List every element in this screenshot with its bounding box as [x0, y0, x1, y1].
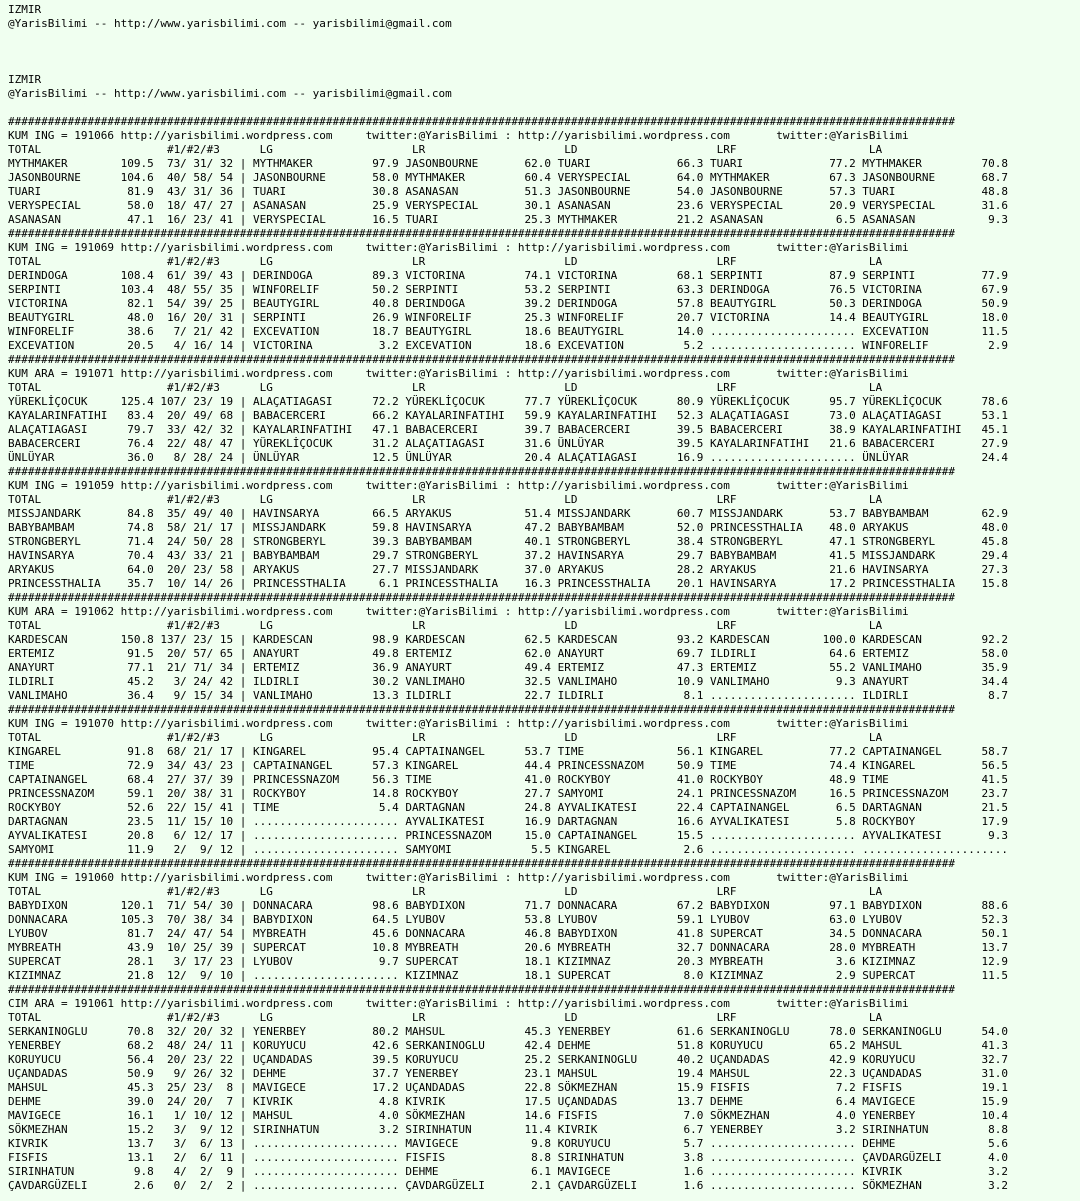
table-row: KORUYUCU 56.4 20/ 23/ 22 | UÇANDADAS 39.5 KORUYUCU 25.2 SERKANINOGLU 40.2 UÇANDADAS 42.9 KORUYUCU 32.7: [8, 1053, 1009, 1066]
table-row: VANLIMAHO 36.4 9/ 15/ 34 | VANLIMAHO 13.3 ILDIRLI 22.7 ILDIRLI 8.1 ...................... ILDIRLI 8.7: [8, 689, 1009, 702]
section-separator: ###############################################################################################################################################: [8, 703, 956, 716]
table-row: PRINCESSTHALIA 35.7 10/ 14/ 26 | PRINCESSTHALIA 6.1 PRINCESSTHALIA 16.3 PRINCESSTHALIA 20.1 HAVINSARYA 17.2 PRINCESSTHALIA 15.8: [8, 577, 1009, 590]
table-row: KIVRIK 13.7 3/ 6/ 13 | ...................... MAVIGECE 9.8 KORUYUCU 5.7 ...................... DEHME 5.6: [8, 1137, 1009, 1150]
table-row: DARTAGNAN 23.5 11/ 15/ 10 | ...................... AYVALIKATESI 16.9 DARTAGNAN 16.6 AYVALIKATESI 5.8 ROCKYBOY 17.9: [8, 815, 1009, 828]
table-row: HAVINSARYA 70.4 43/ 33/ 21 | BABYBAMBAM 29.7 STRONGBERYL 37.2 HAVINSARYA 29.7 BABYBAMBAM 41.5 MISSJANDARK 29.4: [8, 549, 1009, 562]
race-title: KUM ING = 191066 http://yarisbilimi.wordpress.com twitter:@YarisBilimi : http://yarisbilimi.wordpress.com twitter:@YarisBilimi: [8, 129, 909, 142]
table-row: DONNACARA 105.3 70/ 38/ 34 | BABYDIXON 64.5 LYUBOV 53.8 LYUBOV 59.1 LYUBOV 63.0 LYUBOV 52.3: [8, 913, 1009, 926]
column-header-row: TOTAL #1/#2/#3 LG LR LD LRF LA: [8, 143, 883, 156]
table-row: SAMYOMI 11.9 2/ 9/ 12 | ...................... SAMYOMI 5.5 KINGAREL 2.6 ...................... ......................: [8, 843, 1009, 856]
table-row: MAVIGECE 16.1 1/ 10/ 12 | MAHSUL 4.0 SÖKMEZHAN 14.6 FISFIS 7.0 SÖKMEZHAN 4.0 YENERBEY 10.4: [8, 1109, 1009, 1122]
table-row: ÇAVDARGÜZELI 2.6 0/ 2/ 2 | ...................... ÇAVDARGÜZELI 2.1 ÇAVDARGÜZELI 1.6 ...................... SÖKMEZHAN 3.2: [8, 1179, 1009, 1192]
race-title: KUM ING = 191059 http://yarisbilimi.wordpress.com twitter:@YarisBilimi : http://yarisbilimi.wordpress.com twitter:@YarisBilimi: [8, 479, 909, 492]
table-row: MAHSUL 45.3 25/ 23/ 8 | MAVIGECE 17.2 UÇANDADAS 22.8 SÖKMEZHAN 15.9 FISFIS 7.2 FISFIS 19.1: [8, 1081, 1009, 1094]
table-row: ROCKYBOY 52.6 22/ 15/ 41 | TIME 5.4 DARTAGNAN 24.8 AYVALIKATESI 22.4 CAPTAINANGEL 6.5 DARTAGNAN 21.5: [8, 801, 1009, 814]
race-sections: [8, 115, 1008, 1192]
table-row: FISFIS 13.1 2/ 6/ 11 | ...................... FISFIS 8.8 SIRINHATUN 3.8 ...................... ÇAVDARGÜZELI 4.0: [8, 1151, 1009, 1164]
table-row: ÜNLÜYAR 36.0 8/ 28/ 24 | ÜNLÜYAR 12.5 ÜNLÜYAR 20.4 ALAÇATIAGASI 16.9 ...................... ÜNLÜYAR 24.4: [8, 451, 1009, 464]
table-row: SÖKMEZHAN 15.2 3/ 9/ 12 | SIRINHATUN 3.2 SIRINHATUN 11.4 KIVRIK 6.7 YENERBEY 3.2 SIRINHATUN 8.8: [8, 1123, 1009, 1136]
table-row: VICTORINA 82.1 54/ 39/ 25 | BEAUTYGIRL 40.8 DERINDOGA 39.2 DERINDOGA 57.8 BEAUTYGIRL 50.3 DERINDOGA 50.9: [8, 297, 1009, 310]
contact-line-repeat: @YarisBilimi -- http://www.yarisbilimi.com -- yarisbilimi@gmail.com: [8, 87, 452, 100]
column-header-row: TOTAL #1/#2/#3 LG LR LD LRF LA: [8, 493, 883, 506]
table-row: YENERBEY 68.2 48/ 24/ 11 | KORUYUCU 42.6 SERKANINOGLU 42.4 DEHME 51.8 KORUYUCU 65.2 MAHSUL 41.3: [8, 1039, 1009, 1052]
table-row: BABACERCERI 76.4 22/ 48/ 47 | YÜREKLİÇOCUK 31.2 ALAÇATIAGASI 31.6 ÜNLÜYAR 39.5 KAYALARINFATIHI 21.6 BABACERCERI 27.9: [8, 437, 1009, 450]
table-row: SERPINTI 103.4 48/ 55/ 35 | WINFORELIF 50.2 SERPINTI 53.2 SERPINTI 63.3 DERINDOGA 76.5 VICTORINA 67.9: [8, 283, 1009, 296]
race-title: KUM ARA = 191062 http://yarisbilimi.wordpress.com twitter:@YarisBilimi : http://yarisbilimi.wordpress.com twitter:@YarisBilimi: [8, 605, 909, 618]
table-row: JASONBOURNE 104.6 40/ 58/ 54 | JASONBOURNE 58.0 MYTHMAKER 60.4 VERYSPECIAL 64.0 MYTHMAKER 67.3 JASONBOURNE 68.7: [8, 171, 1009, 184]
table-row: TUARI 81.9 43/ 31/ 36 | TUARI 30.8 ASANASAN 51.3 JASONBOURNE 54.0 JASONBOURNE 57.3 TUARI 48.8: [8, 185, 1009, 198]
table-row: ALAÇATIAGASI 79.7 33/ 42/ 32 | KAYALARINFATIHI 47.1 BABACERCERI 39.7 BABACERCERI 39.5 BABACERCERI 38.9 KAYALARINFATIHI 45.1: [8, 423, 1009, 436]
table-row: VERYSPECIAL 58.0 18/ 47/ 27 | ASANASAN 25.9 VERYSPECIAL 30.1 ASANASAN 23.6 VERYSPECIAL 20.9 VERYSPECIAL 31.6: [8, 199, 1009, 212]
table-row: KARDESCAN 150.8 137/ 23/ 15 | KARDESCAN 98.9 KARDESCAN 62.5 KARDESCAN 93.2 KARDESCAN 100.0 KARDESCAN 92.2: [8, 633, 1009, 646]
race-title: CIM ARA = 191061 http://yarisbilimi.wordpress.com twitter:@YarisBilimi : http://yarisbilimi.wordpress.com twitter:@YarisBilimi: [8, 997, 909, 1010]
table-row: KIZIMNAZ 21.8 12/ 9/ 10 | ...................... KIZIMNAZ 18.1 SUPERCAT 8.0 KIZIMNAZ 2.9 SUPERCAT 11.5: [8, 969, 1009, 982]
section-separator: ###############################################################################################################################################: [8, 353, 956, 366]
section-separator: ###############################################################################################################################################: [8, 465, 956, 478]
table-row: KAYALARINFATIHI 83.4 20/ 49/ 68 | BABACERCERI 66.2 KAYALARINFATIHI 59.9 KAYALARINFATIHI 52.3 ALAÇATIAGASI 73.0 ALAÇATIAGASI 53.1: [8, 409, 1009, 422]
table-row: STRONGBERYL 71.4 24/ 50/ 28 | STRONGBERYL 39.3 BABYBAMBAM 40.1 STRONGBERYL 38.4 STRONGBERYL 47.1 STRONGBERYL 45.8: [8, 535, 1009, 548]
column-header-row: TOTAL #1/#2/#3 LG LR LD LRF LA: [8, 885, 883, 898]
table-row: ANAYURT 77.1 21/ 71/ 34 | ERTEMIZ 36.9 ANAYURT 49.4 ERTEMIZ 47.3 ERTEMIZ 55.2 VANLIMAHO 35.9: [8, 661, 1009, 674]
section-separator: ###############################################################################################################################################: [8, 227, 956, 240]
table-row: WINFORELIF 38.6 7/ 21/ 42 | EXCEVATION 18.7 BEAUTYGIRL 18.6 BEAUTYGIRL 14.0 ...................... EXCEVATION 11.5: [8, 325, 1009, 338]
table-row: MISSJANDARK 84.8 35/ 49/ 40 | HAVINSARYA 66.5 ARYAKUS 51.4 MISSJANDARK 60.7 MISSJANDARK 53.7 BABYBAMBAM 62.9: [8, 507, 1009, 520]
table-row: ARYAKUS 64.0 20/ 23/ 58 | ARYAKUS 27.7 MISSJANDARK 37.0 ARYAKUS 28.2 ARYAKUS 21.6 HAVINSARYA 27.3: [8, 563, 1009, 576]
table-row: ASANASAN 47.1 16/ 23/ 41 | VERYSPECIAL 16.5 TUARI 25.3 MYTHMAKER 21.2 ASANASAN 6.5 ASANASAN 9.3: [8, 213, 1009, 226]
city-title: IZMIR: [8, 3, 42, 16]
table-row: DEHME 39.0 24/ 20/ 7 | KIVRIK 4.8 KIVRIK 17.5 UÇANDADAS 13.7 DEHME 6.4 MAVIGECE 15.9: [8, 1095, 1009, 1108]
table-row: BABYDIXON 120.1 71/ 54/ 30 | DONNACARA 98.6 BABYDIXON 71.7 DONNACARA 67.2 BABYDIXON 97.1 BABYDIXON 88.6: [8, 899, 1009, 912]
table-row: BEAUTYGIRL 48.0 16/ 20/ 31 | SERPINTI 26.9 WINFORELIF 25.3 WINFORELIF 20.7 VICTORINA 14.4 BEAUTYGIRL 18.0: [8, 311, 1009, 324]
section-separator: ###############################################################################################################################################: [8, 591, 956, 604]
section-separator: ###############################################################################################################################################: [8, 115, 956, 128]
table-row: ERTEMIZ 91.5 20/ 57/ 65 | ANAYURT 49.8 ERTEMIZ 62.0 ANAYURT 69.7 ILDIRLI 64.6 ERTEMIZ 58.0: [8, 647, 1009, 660]
table-row: TIME 72.9 34/ 43/ 23 | CAPTAINANGEL 57.3 KINGAREL 44.4 PRINCESSNAZOM 50.9 TIME 74.4 KINGAREL 56.5: [8, 759, 1009, 772]
table-row: KINGAREL 91.8 68/ 21/ 17 | KINGAREL 95.4 CAPTAINANGEL 53.7 TIME 56.1 KINGAREL 77.2 CAPTAINANGEL 58.7: [8, 745, 1009, 758]
race-title: KUM ING = 191060 http://yarisbilimi.wordpress.com twitter:@YarisBilimi : http://yarisbilimi.wordpress.com twitter:@YarisBilimi: [8, 871, 909, 884]
table-row: SERKANINOGLU 70.8 32/ 20/ 32 | YENERBEY 80.2 MAHSUL 45.3 YENERBEY 61.6 SERKANINOGLU 78.0 SERKANINOGLU 54.0: [8, 1025, 1009, 1038]
table-row: YÜREKLİÇOCUK 125.4 107/ 23/ 19 | ALAÇATIAGASI 72.2 YÜREKLİÇOCUK 77.7 YÜREKLİÇOCUK 80.9 YÜREKLİÇOCUK 95.7 YÜREKLİÇOCUK 78.6: [8, 395, 1009, 408]
table-row: PRINCESSNAZOM 59.1 20/ 38/ 31 | ROCKYBOY 14.8 ROCKYBOY 27.7 SAMYOMI 24.1 PRINCESSNAZOM 16.5 PRINCESSNAZOM 23.7: [8, 787, 1009, 800]
column-header-row: TOTAL #1/#2/#3 LG LR LD LRF LA: [8, 255, 883, 268]
table-row: DERINDOGA 108.4 61/ 39/ 43 | DERINDOGA 89.3 VICTORINA 74.1 VICTORINA 68.1 SERPINTI 87.9 SERPINTI 77.9: [8, 269, 1009, 282]
section-separator: ###############################################################################################################################################: [8, 857, 956, 870]
table-row: ILDIRLI 45.2 3/ 24/ 42 | ILDIRLI 30.2 VANLIMAHO 32.5 VANLIMAHO 10.9 VANLIMAHO 9.3 ANAYURT 34.4: [8, 675, 1009, 688]
city-title-repeat: IZMIR: [8, 73, 42, 86]
column-header-row: TOTAL #1/#2/#3 LG LR LD LRF LA: [8, 381, 883, 394]
contact-line: @YarisBilimi -- http://www.yarisbilimi.com -- yarisbilimi@gmail.com: [8, 17, 452, 30]
table-row: SUPERCAT 28.1 3/ 17/ 23 | LYUBOV 9.7 SUPERCAT 18.1 KIZIMNAZ 20.3 MYBREATH 3.6 KIZIMNAZ 12.9: [8, 955, 1009, 968]
table-row: CAPTAINANGEL 68.4 27/ 37/ 39 | PRINCESSNAZOM 56.3 TIME 41.0 ROCKYBOY 41.0 ROCKYBOY 48.9 TIME 41.5: [8, 773, 1009, 786]
section-separator: ###############################################################################################################################################: [8, 983, 956, 996]
table-row: MYBREATH 43.9 10/ 25/ 39 | SUPERCAT 10.8 MYBREATH 20.6 MYBREATH 32.7 DONNACARA 28.0 MYBREATH 13.7: [8, 941, 1009, 954]
race-title: KUM ING = 191069 http://yarisbilimi.wordpress.com twitter:@YarisBilimi : http://yarisbilimi.wordpress.com twitter:@YarisBilimi: [8, 241, 909, 254]
table-row: EXCEVATION 20.5 4/ 16/ 14 | VICTORINA 3.2 EXCEVATION 18.6 EXCEVATION 5.2 ...................... WINFORELIF 2.9: [8, 339, 1009, 352]
column-header-row: TOTAL #1/#2/#3 LG LR LD LRF LA: [8, 619, 883, 632]
table-row: AYVALIKATESI 20.8 6/ 12/ 17 | ...................... PRINCESSNAZOM 15.0 CAPTAINANGEL 15.5 ...................... AYVALIKATESI 9.3: [8, 829, 1009, 842]
table-row: MYTHMAKER 109.5 73/ 31/ 32 | MYTHMAKER 97.9 JASONBOURNE 62.0 TUARI 66.3 TUARI 77.2 MYTHMAKER 70.8: [8, 157, 1009, 170]
column-header-row: TOTAL #1/#2/#3 LG LR LD LRF LA: [8, 731, 883, 744]
column-header-row: TOTAL #1/#2/#3 LG LR LD LRF LA: [8, 1011, 883, 1024]
race-title: KUM ING = 191070 http://yarisbilimi.wordpress.com twitter:@YarisBilimi : http://yarisbilimi.wordpress.com twitter:@YarisBilimi: [8, 717, 909, 730]
race-title: KUM ARA = 191071 http://yarisbilimi.wordpress.com twitter:@YarisBilimi : http://yarisbilimi.wordpress.com twitter:@YarisBilimi: [8, 367, 909, 380]
table-row: LYUBOV 81.7 24/ 47/ 54 | MYBREATH 45.6 DONNACARA 46.8 BABYDIXON 41.8 SUPERCAT 34.5 DONNACARA 50.1: [8, 927, 1009, 940]
table-row: UÇANDADAS 50.9 9/ 26/ 32 | DEHME 37.7 YENERBEY 23.1 MAHSUL 19.4 MAHSUL 22.3 UÇANDADAS 31.0: [8, 1067, 1009, 1080]
table-row: SIRINHATUN 9.8 4/ 2/ 9 | ...................... DEHME 6.1 MAVIGECE 1.6 ...................... KIVRIK 3.2: [8, 1165, 1009, 1178]
table-row: BABYBAMBAM 74.8 58/ 21/ 17 | MISSJANDARK 59.8 HAVINSARYA 47.2 BABYBAMBAM 52.0 PRINCESSTHALIA 48.0 ARYAKUS 48.0: [8, 521, 1009, 534]
